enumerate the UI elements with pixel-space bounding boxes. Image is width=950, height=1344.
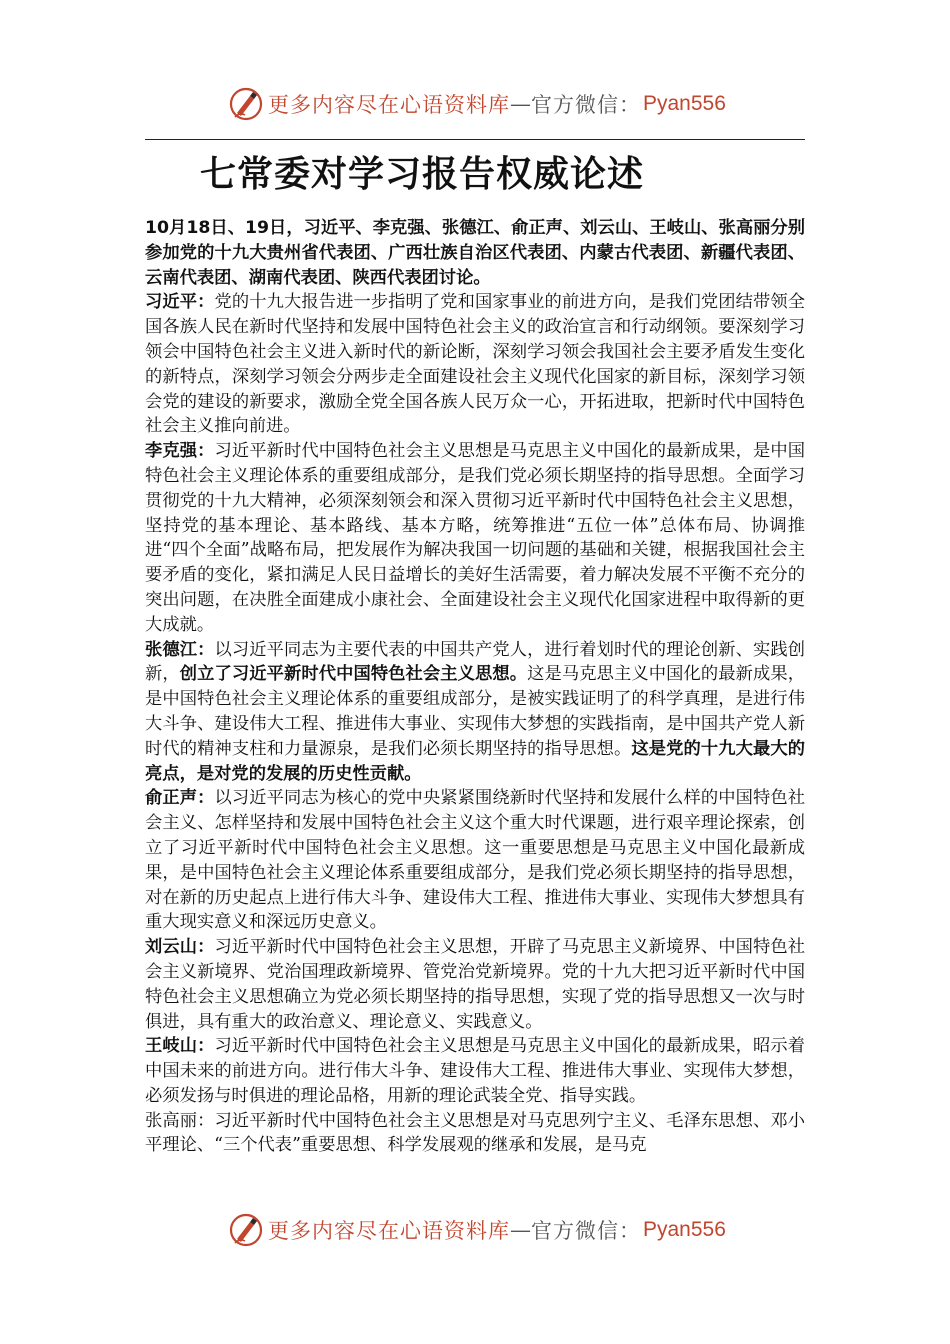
- speech-text: 党的十九大报告进一步指明了党和国家事业的前进方向，是我们党团结带领全国各族人民在新时代坚持和发展中国特色社会主义的政治宣言和行动纲领。要深刻学习领会中国特色社会主义进入新时代的新论断，深刻学习领会我国社会主要矛盾发生变化的新特点，深刻学习领会分两步走全面建设社会主义现代化国家的新目标，深刻学习领会党的建设的新要求，激励全党全国各族人民万众一心，开拓进取，把新时代中国特色社会主义推向前进。: [145, 292, 805, 437]
- speech-text: 习近平新时代中国特色社会主义思想是马克思主义中国化的最新成果，是中国特色社会主义理论体系的重要组成部分，是我们党必须长期坚持的指导思想。全面学习贯彻党的十九大精神，必须深刻领会和深入贯彻习近平新时代中国特色社会主义思想，坚持党的基本理论、基本路线、基本方略，统筹推进“五位一体”总体布局、协调推进“四个全面”战略布局，把发展作为解决我国一切问题的基础和关键，根据我国社会主要矛盾的变化，紧扣满足人民日益增长的美好生活需要，着力解决发展不平衡不充分的突出问题，在决胜全面建成小康社会、全面建设社会主义现代化国家进程中取得新的更大成就。: [145, 441, 805, 635]
- speech-text: 习近平新时代中国特色社会主义思想，开辟了马克思主义新境界、中国特色社会主义新境界、党治国理政新境界、管党治党新境界。党的十九大把习近平新时代中国特色社会主义思想确立为党必须长期坚持的指导思想，实现了党的指导思想又一次与时俱进，具有重大的政治意义、理论意义、实践意义。: [145, 937, 805, 1032]
- speaker-name: 刘云山：: [145, 937, 215, 958]
- banner-wechat-id: Pyan556: [643, 1218, 726, 1241]
- pen-logo-icon: [228, 86, 264, 122]
- speaker-name: 习近平：: [145, 292, 215, 313]
- article-body: [145, 216, 805, 1158]
- speech-text: 习近平新时代中国特色社会主义思想是对马克思列宁主义、毛泽东思想、邓小平理论、“三个代表”重要思想、科学发展观的继承和发展，是马克: [145, 1110, 805, 1156]
- banner-separator: —: [510, 1218, 531, 1242]
- speech-text: 这是马克思主义中国化的最新成果，是中国特色社会主义理论体系的重要组成部分，是被实践证明了的科学真理，是进行伟大斗争、建设伟大工程、推进伟大事业、实现伟大梦想的实践指南，是中国共产党人新时代的精神支柱和力量源泉，是我们必须长期坚持的指导思想。: [145, 664, 805, 759]
- speaker-name: 俞正声：: [145, 788, 215, 809]
- speech-paragraph: [145, 935, 805, 1034]
- speech-emphasis: 创立了习近平新时代中国特色社会主义思想。: [179, 664, 528, 685]
- speaker-name: 王岐山：: [145, 1036, 215, 1057]
- banner-wechat-prefix: 官方微信：: [531, 1219, 641, 1243]
- speech-text: 以习近平同志为主要代表的中国共产党人，进行着划时代的理论创新、实践创新，: [145, 639, 805, 685]
- pen-logo-icon: [228, 1212, 264, 1248]
- speech-paragraph: [145, 290, 805, 439]
- banner-separator: —: [510, 92, 531, 116]
- banner-wechat-prefix: 官方微信：: [531, 93, 641, 117]
- header-banner: [228, 84, 726, 124]
- intro-paragraph: 10月18日、19日，习近平、李克强、张德江、俞正声、刘云山、王岐山、张高丽分别参加党的十九大贵州省代表团、广西壮族自治区代表团、内蒙古代表团、新疆代表团、云南代表团、湖南代表团、陕西代表团讨论。: [145, 218, 805, 288]
- speech-paragraph: [145, 1034, 805, 1108]
- speaker-name: 张高丽：: [145, 1110, 215, 1131]
- speech-paragraph: [145, 439, 805, 637]
- header-divider: [145, 139, 805, 140]
- banner-text: 更多内容尽在心语资料库: [268, 1219, 510, 1243]
- speech-text: 以习近平同志为核心的党中央紧紧围绕新时代坚持和发展什么样的中国特色社会主义、怎样坚持和发展中国特色社会主义这个重大时代课题，进行艰辛理论探索，创立了习近平新时代中国特色社会主义思想。这一重要思想是马克思主义中国化最新成果，是中国特色社会主义理论体系重要组成部分，是我们党必须长期坚持的指导思想，对在新的历史起点上进行伟大斗争、建设伟大工程、推进伟大事业、实现伟大梦想具有重大现实意义和深远历史意义。: [145, 788, 805, 933]
- page-title: 七常委对学习报告权威论述: [200, 154, 645, 195]
- speech-text: 习近平新时代中国特色社会主义思想是马克思主义中国化的最新成果，昭示着中国未来的前进方向。进行伟大斗争、建设伟大工程、推进伟大事业、实现伟大梦想，必须发扬与时俱进的理论品格，用新的理论武装全党、指导实践。: [145, 1036, 805, 1106]
- speech-paragraph: [145, 786, 805, 935]
- speaker-name: 李克强：: [145, 441, 215, 462]
- speech-emphasis: 这是党的十九大最大的亮点，是对党的发展的历史性贡献。: [145, 738, 805, 784]
- speaker-name: 张德江：: [145, 639, 215, 660]
- speech-paragraph: [145, 638, 805, 787]
- banner-text: 更多内容尽在心语资料库: [268, 93, 510, 117]
- banner-wechat-id: Pyan556: [643, 92, 726, 115]
- footer-banner: [228, 1210, 726, 1250]
- speech-paragraph: [145, 1109, 805, 1159]
